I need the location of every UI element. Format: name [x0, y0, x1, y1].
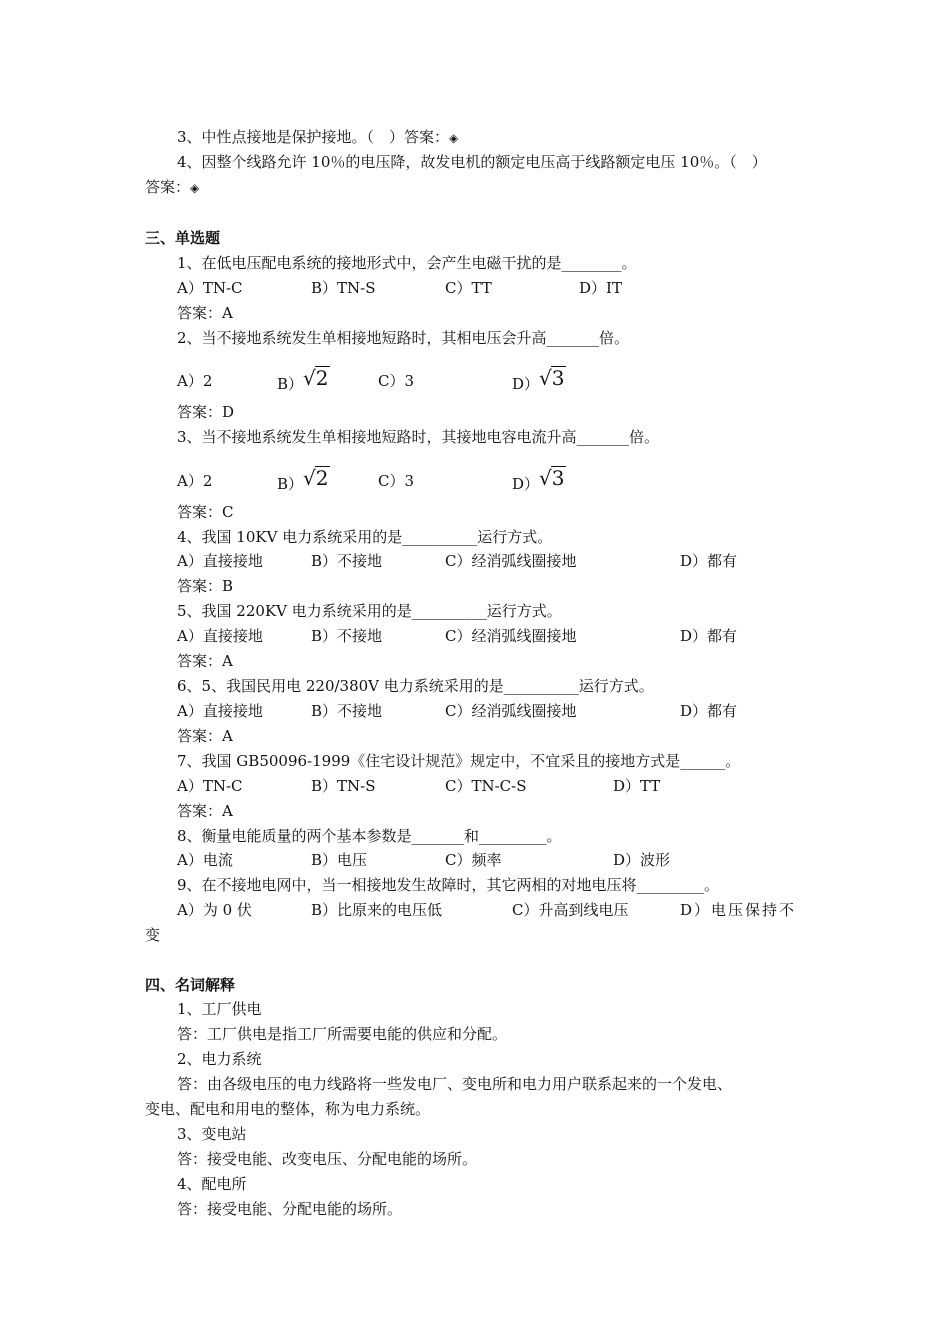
section-title-terms: 四、名词解释	[145, 976, 236, 994]
answer: 答案：A	[177, 304, 233, 322]
answer: 答案：A	[177, 652, 233, 670]
question-stem: 5、我国 220KV 电力系统采用的是__________运行方式。	[177, 602, 562, 620]
option-d: D）IT	[579, 279, 622, 297]
answer: 答案：C	[177, 503, 234, 521]
answer: 答案：A	[177, 727, 233, 745]
option-d-label: D）	[512, 475, 540, 493]
option-b-label: B）	[277, 475, 304, 493]
option-a: A）直接接地	[177, 552, 263, 570]
option-b-label: B）	[277, 375, 304, 393]
question-stem: 6、5、我国民用电 220/380V 电力系统采用的是__________运行方式。	[177, 677, 654, 695]
option-b: B）不接地	[311, 552, 383, 570]
term-title: 4、配电所	[177, 1175, 247, 1193]
option-a: A）为 0 伏	[177, 901, 252, 919]
option-d	[512, 366, 566, 395]
question-stem: 7、我国 GB50096-1999《住宅设计规范》规定中，不宜采且的接地方式是______。	[177, 752, 741, 770]
question-stem: 1、在低电压配电系统的接地形式中，会产生电磁干扰的是________。	[177, 254, 637, 272]
option-d-label: D）	[512, 375, 540, 393]
option-a: A）直接接地	[177, 627, 263, 645]
option-c: C）经消弧线圈接地	[445, 702, 577, 720]
option-c: C）TN-C-S	[445, 777, 527, 795]
tf-q3-text: 3、中性点接地是保护接地。（ ）答案：	[177, 128, 450, 146]
section-title-single-choice: 三、单选题	[145, 229, 221, 247]
term-title: 1、工厂供电	[177, 1000, 262, 1018]
option-d: D）都有	[680, 627, 738, 645]
option-d: D）TT	[613, 777, 661, 795]
option-b: B）不接地	[311, 702, 383, 720]
term-answer: 答：接受电能、分配电能的场所。	[177, 1200, 403, 1218]
option-c: C）3	[378, 472, 415, 490]
option-d: D）波形	[613, 851, 671, 869]
answer: 答案：D	[177, 403, 235, 421]
tf-q4-answer-label: 答案：	[145, 178, 191, 196]
option-a: A）2	[177, 372, 213, 390]
tf-question-4: 4、因整个线路允许 10％的电压降，故发电机的额定电压高于线路额定电压 10％。（ ）	[177, 153, 767, 171]
term-title: 2、电力系统	[177, 1050, 262, 1068]
answer: 答案：B	[177, 577, 234, 595]
term-answer-continued: 变电、配电和用电的整体，称为电力系统。	[145, 1100, 431, 1118]
option-c: C）TT	[445, 279, 492, 297]
option-c: C）升高到线电压	[512, 901, 629, 919]
option-b: B）TN-S	[311, 777, 376, 795]
square-root-2: √2	[303, 366, 329, 390]
option-a: A）TN-C	[177, 777, 243, 795]
tf-question-4-answer	[145, 176, 199, 199]
option-a: A）2	[177, 472, 213, 490]
answer-mark-icon: ◈	[449, 131, 459, 145]
option-c: C）经消弧线圈接地	[445, 627, 577, 645]
radicand: 2	[315, 366, 329, 390]
option-d	[512, 466, 566, 495]
square-root-2: √2	[303, 466, 329, 490]
question-stem: 4、我国 10KV 电力系统采用的是__________运行方式。	[177, 528, 553, 546]
question-stem: 8、衡量电能质量的两个基本参数是_______和_________。	[177, 827, 562, 845]
term-answer: 答：由各级电压的电力线路将一些发电厂、变电所和电力用户联系起来的一个发电、	[177, 1075, 733, 1093]
option-c: C）频率	[445, 851, 502, 869]
option-a: A）直接接地	[177, 702, 263, 720]
option-c: C）3	[378, 372, 415, 390]
tf-question-3	[177, 126, 458, 149]
option-b: B）不接地	[311, 627, 383, 645]
radicand: 2	[315, 466, 329, 490]
option-b: B）电压	[311, 851, 368, 869]
option-b	[277, 466, 330, 495]
square-root-3: √3	[539, 366, 565, 390]
square-root-3: √3	[539, 466, 565, 490]
option-a: A）电流	[177, 851, 233, 869]
radicand: 3	[551, 466, 565, 490]
question-stem: 9、在不接地电网中，当一相接地发生故障时，其它两相的对地电压将_________。	[177, 876, 720, 894]
option-d: D）电压保持不	[680, 901, 797, 919]
answer-mark-icon: ◈	[190, 181, 200, 195]
option-b	[277, 366, 330, 395]
radicand: 3	[551, 366, 565, 390]
question-stem: 2、当不接地系统发生单相接地短路时，其相电压会升高_______倍。	[177, 329, 630, 347]
option-b: B）比原来的电压低	[311, 901, 443, 919]
question-stem: 3、当不接地系统发生单相接地短路时，其接地电容电流升高_______倍。	[177, 428, 660, 446]
term-answer: 答：接受电能、改变电压、分配电能的场所。	[177, 1150, 478, 1168]
term-title: 3、变电站	[177, 1125, 247, 1143]
option-d: D）都有	[680, 552, 738, 570]
term-answer: 答：工厂供电是指工厂所需要电能的供应和分配。	[177, 1025, 508, 1043]
option-b: B）TN-S	[311, 279, 376, 297]
answer: 答案：A	[177, 802, 233, 820]
option-c: C）经消弧线圈接地	[445, 552, 577, 570]
option-d: D）都有	[680, 702, 738, 720]
option-a: A）TN-C	[177, 279, 243, 297]
option-d-wrap: 变	[145, 926, 161, 944]
